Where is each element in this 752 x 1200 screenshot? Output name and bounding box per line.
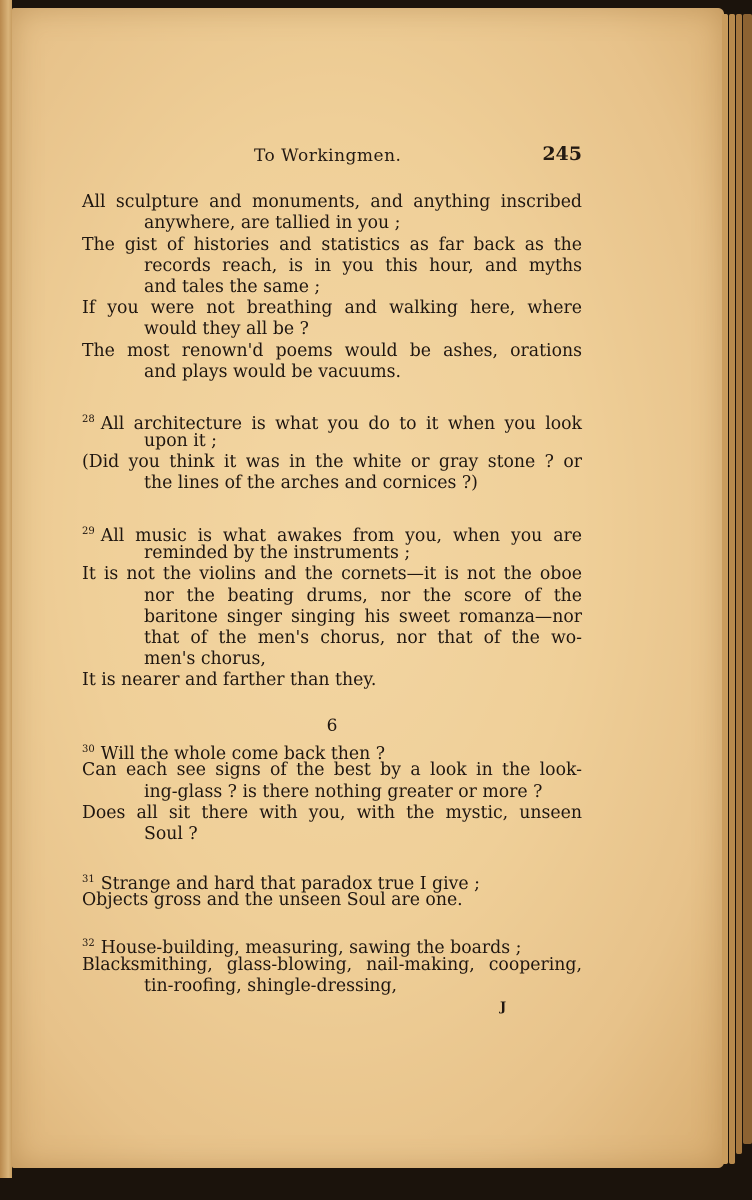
verse-line: Blacksmithing, glass-blowing, nail-making, coopering, (82, 955, 582, 975)
verse-line: and tales the same ; (144, 277, 321, 297)
verse-line: baritone singer singing his sweet romanza—nor (144, 607, 582, 627)
page-header (82, 143, 582, 170)
verse-line: It is nearer and farther than they. (82, 670, 377, 690)
verse-number: 32 (82, 938, 95, 949)
verse-line: All sculpture and monuments, and anything inscribed (82, 192, 582, 212)
signature-mark: J (500, 1000, 507, 1015)
verse-line: men's chorus, (144, 649, 266, 669)
verse-line: the lines of the arches and cornices ?) (144, 473, 478, 493)
verse-line-text: House-building, measuring, sawing the boards ; (100, 937, 522, 958)
verse-number: 31 (82, 874, 95, 885)
page-edge-stack (736, 14, 742, 1154)
section-number: 6 (326, 716, 338, 736)
verse-number: 30 (82, 744, 95, 755)
verse-line: The gist of histories and statistics as far back as the (82, 235, 582, 255)
verse-line: tin-roofing, shingle-dressing, (144, 976, 398, 996)
verse-line-text: All architecture is what you do to it when you look (100, 413, 582, 434)
verse-line-text: Strange and hard that paradox true I give ; (100, 873, 480, 894)
verse-line: If you were not breathing and walking here, where (82, 298, 582, 318)
verse-line-text: All music is what awakes from you, when you are (100, 525, 582, 546)
page-edge-stack (722, 14, 728, 1164)
verse-number: 28 (82, 414, 95, 425)
verse-line: ing-glass ? is there nothing greater or more ? (144, 782, 543, 802)
verse-line: nor the beating drums, nor the score of the (144, 586, 582, 606)
verse-line: Can each see signs of the best by a look in the look- (82, 760, 582, 780)
verse-line: reminded by the instruments ; (144, 543, 411, 563)
page-number: 245 (542, 143, 582, 165)
book-cover-edge (743, 14, 752, 1144)
page-edge-stack (729, 14, 735, 1164)
verse-line-text: Will the whole come back then ? (100, 743, 386, 764)
running-head: To Workingmen. (254, 146, 402, 166)
verse-line: It is not the violins and the cornets—it is not the oboe (82, 564, 582, 584)
verse-line: Does all sit there with you, with the mystic, unseen (82, 803, 582, 823)
verse-line: that of the men's chorus, nor that of the wo- (144, 628, 582, 648)
verse-line: and plays would be vacuums. (144, 362, 401, 382)
verse-line: The most renown'd poems would be ashes, orations (82, 341, 582, 361)
verse-line: Soul ? (144, 824, 198, 844)
verse-line: Objects gross and the unseen Soul are one. (82, 890, 463, 910)
verse-line: records reach, is in you this hour, and myths (144, 256, 582, 276)
verse-line: upon it ; (144, 431, 218, 451)
verse-number: 29 (82, 526, 95, 537)
verse-line: would they all be ? (144, 319, 309, 339)
facing-page-edge (0, 0, 12, 1178)
verse-line: (Did you think it was in the white or gray stone ? or (82, 452, 582, 472)
verse-line: anywhere, are tallied in you ; (144, 213, 401, 233)
